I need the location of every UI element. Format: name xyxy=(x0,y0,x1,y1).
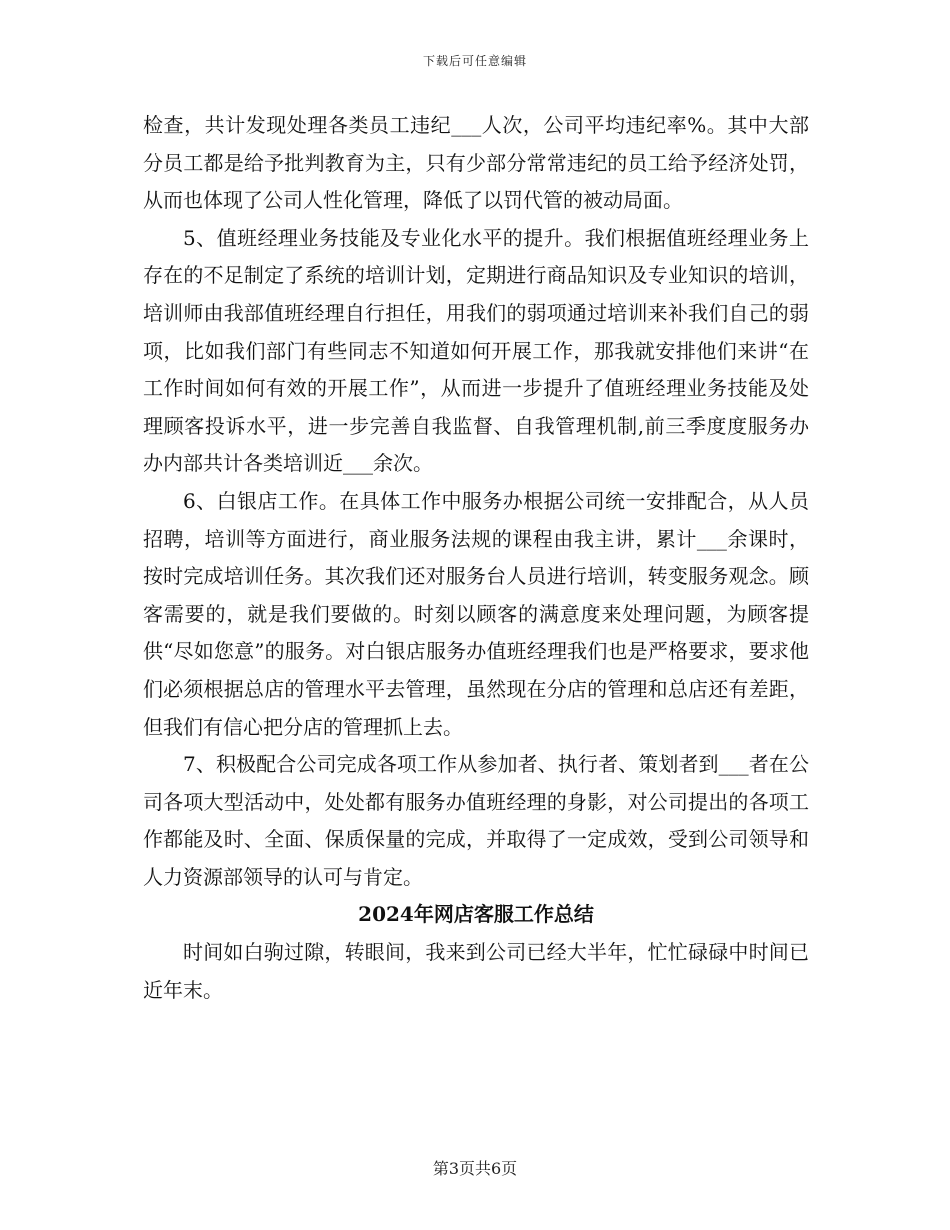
page-number: 第3页共6页 xyxy=(432,1159,518,1178)
paragraph-item-5: 5、值班经理业务技能及专业化水平的提升。我们根据值班经理业务上存在的不足制定了系统的培训计划，定期进行商品知识及专业知识的培训，培训师由我部值班经理自行担任，用我们的弱项通过培训来补我们自己的弱项，比如我们部门有些同志不知道如何开展工作，那我就安排他们来讲“在工作时间如何有效的开展工作”，从而进一步提升了值班经理业务技能及处理顾客投诉水平，进一步完善自我监督、自我管理机制,前三季度度服务办办内部共计各类培训近___余次。 xyxy=(143,225,809,476)
header-note: 下载后可任意编辑 xyxy=(422,54,527,68)
section-intro-paragraph: 时间如白驹过隙，转眼间，我来到公司已经大半年，忙忙碌碌中时间已近年末。 xyxy=(143,940,809,1002)
document-body xyxy=(143,107,809,1009)
section-title: 2024年网店客服工作总结 xyxy=(358,902,594,927)
paragraph-continued: 检查，共计发现处理各类员工违纪___人次，公司平均违纪率%。其中大部分员工都是给予批判教育为主，只有少部分常常违纪的员工给予经济处罚，从而也体现了公司人性化管理，降低了以罚代管的被动局面。 xyxy=(143,113,809,213)
paragraph-item-7: 7、积极配合公司完成各项工作从参加者、执行者、策划者到___者在公司各项大型活动中，处处都有服务办值班经理的身影，对公司提出的各项工作都能及时、全面、保质保量的完成，并取得了一定成效，受到公司领导和人力资源部领导的认可与肯定。 xyxy=(143,752,809,889)
paragraph-item-6: 6、白银店工作。在具体工作中服务办根据公司统一安排配合，从人员招聘，培训等方面进行，商业服务法规的课程由我主讲，累计___余课时，按时完成培训任务。其次我们还对服务台人员进行培训，转变服务观念。顾客需要的，就是我们要做的。时刻以顾客的满意度来处理问题，为顾客提供“尽如您意”的服务。对白银店服务办值班经理我们也是严格要求，要求他们必须根据总店的管理水平去管理，虽然现在分店的管理和总店还有差距，但我们有信心把分店的管理抓上去。 xyxy=(143,488,809,739)
